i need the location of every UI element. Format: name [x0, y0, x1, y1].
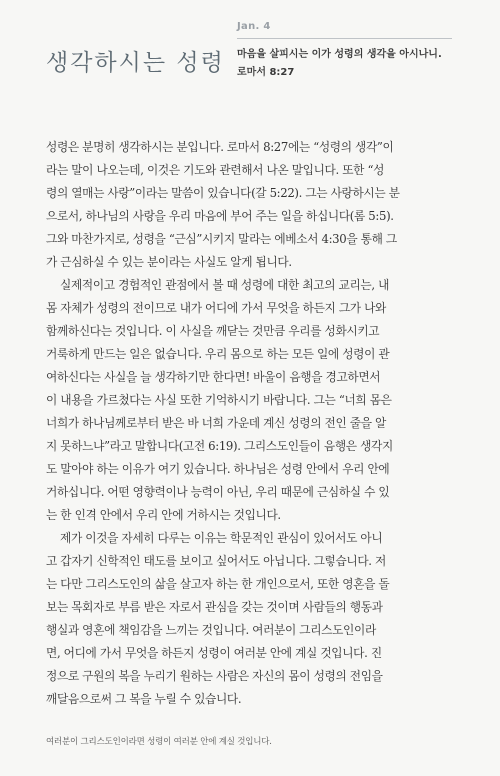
text-line: 몸 자체가 성령의 전이므로 내가 어디에 가서 무엇을 하든지 그가 나와: [46, 301, 386, 315]
text-line: 고 갑자기 신학적인 태도를 보이고 싶어서도 아닙니다. 그렇습니다. 저: [46, 554, 386, 568]
text-line: 라는 말이 나오는데, 이것은 기도와 관련해서 나온 말입니다. 또한 “성: [46, 163, 385, 177]
paragraph-1: [46, 136, 460, 274]
text-line: 성령은 분명히 생각하시는 분입니다. 로마서 8:27에는 “성령의 생각”이: [46, 140, 394, 154]
text-line: 제가 이것을 자세히 다루는 이유는 학문적인 관심이 있어서도 아니: [60, 531, 383, 545]
text-line: 그와 마찬가지로, 성령을 “근심”시키지 말라는 에베소서 4:30을 통해 그: [46, 232, 397, 246]
text-line: 보는 목회자로 부름 받은 자로서 관심을 갖는 것이며 사람들의 행동과: [46, 600, 383, 614]
text-line: 는 한 인격 안에서 우리 안에 거하시는 것입니다.: [46, 508, 281, 522]
key-verse: [237, 46, 462, 82]
text-line: 도 말아야 하는 이유가 여기 있습니다. 하나님은 성령 안에서 우리 안에: [46, 462, 390, 476]
text-line: 여하신다는 사실을 늘 생각하기만 한다면! 바울이 음행을 경고하면서: [46, 370, 381, 384]
text-line: 가 근심하실 수 있는 분이라는 사실도 알게 됩니다.: [46, 255, 292, 269]
page-title: 생각하시는 성령: [46, 50, 225, 76]
paragraph-3: [46, 527, 460, 711]
key-verse-reference: 로마서 8:27: [237, 67, 295, 78]
text-line: 행실과 영혼에 책임감을 느끼는 것입니다. 여러분이 그리스도인이라: [46, 623, 376, 637]
text-line: 령의 열매는 사랑”이라는 말씀이 있습니다(갈 5:22). 그는 사랑하시는 분: [46, 186, 400, 200]
text-line: 이 내용을 가르쳤다는 사실 또한 기억하시기 바랍니다. 그는 “너희 몸은: [46, 393, 392, 407]
text-line: 함께하신다는 것입니다. 이 사실을 깨닫는 것만큼 우리를 성화시키고: [46, 324, 380, 338]
text-line: 는 다만 그리스도인의 삶을 살고자 하는 한 개인으로서, 또한 영혼을 돌: [46, 577, 390, 591]
text-line: 으로서, 하나님의 사랑을 우리 마음에 부어 주는 일을 하십니다(롬 5:5).: [46, 209, 394, 223]
text-line: 거하십니다. 어떤 영향력이나 능력이 아닌, 우리 때문에 근심하실 수 있: [46, 485, 390, 499]
header-divider: [237, 38, 452, 39]
key-verse-text: 마음을 살피시는 이가 성령의 생각을 아시나니.: [237, 49, 442, 60]
text-line: 너희가 하나님께로부터 받은 바 너희 가운데 계신 성령의 전인 줄을 알: [46, 416, 386, 430]
page-header: [0, 0, 500, 110]
text-line: 거룩하게 만드는 일은 없습니다. 우리 몸으로 하는 모든 일에 성령이 관: [46, 347, 390, 361]
devotional-date: Jan. 4: [237, 21, 271, 32]
text-line: 실제적이고 경험적인 관점에서 볼 때 성령에 대한 최고의 교리는, 내: [60, 278, 390, 292]
text-line: 깨달음으로써 그 복을 누릴 수 있습니다.: [46, 692, 242, 706]
page-footer-quote: 여러분이 그리스도인이라면 성령이 여러분 안에 계실 것입니다.: [46, 737, 272, 747]
text-line: 면, 어디에 가서 무엇을 하든지 성령이 여러분 안에 계실 것입니다. 진: [46, 646, 382, 660]
devotional-body: [46, 136, 460, 711]
paragraph-2: [46, 274, 460, 527]
text-line: 지 못하느냐”라고 말합니다(고전 6:19). 그리스도인들이 음행은 생각지: [46, 439, 393, 453]
text-line: 정으로 구원의 복을 누리기 원하는 사람은 자신의 몸이 성령의 전임을: [46, 669, 383, 683]
